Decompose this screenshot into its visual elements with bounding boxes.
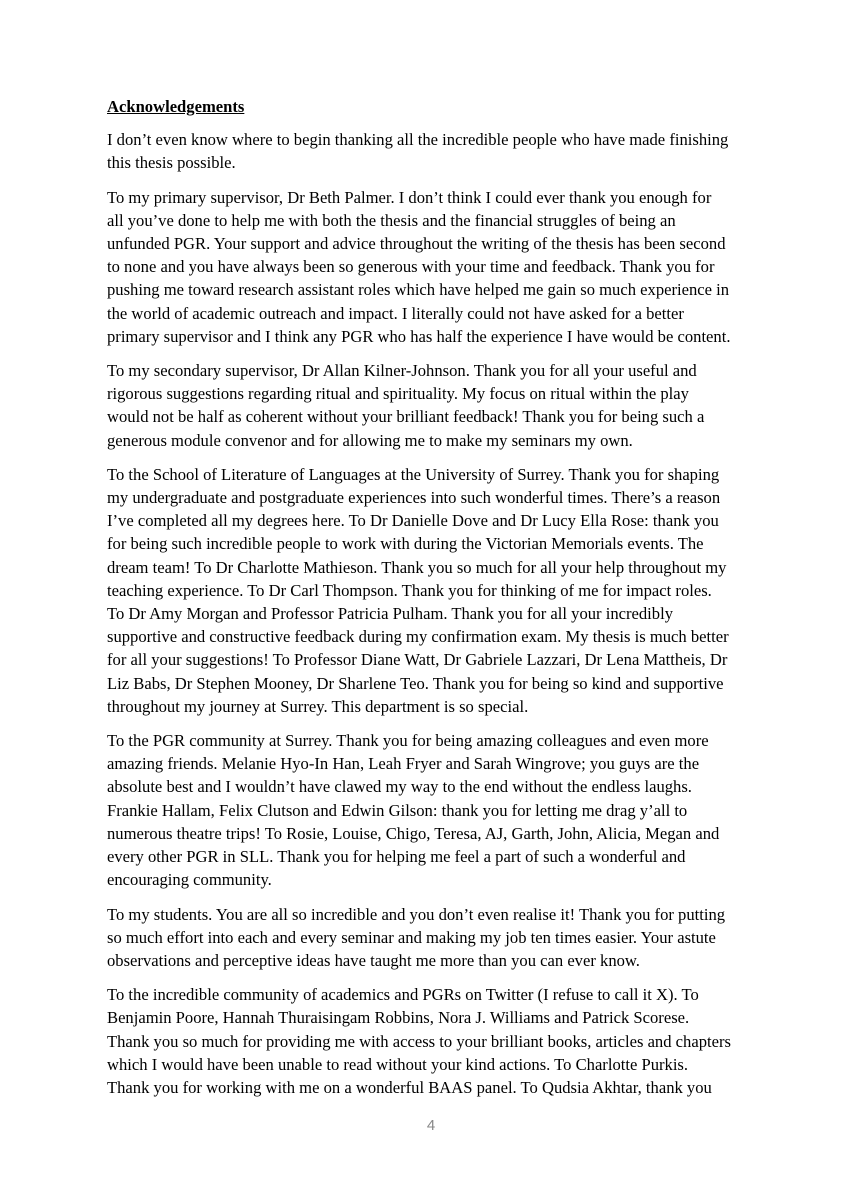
- paragraph-intro: [107, 128, 757, 174]
- text-line: To my students. You are all so incredible and you don’t even realise it! Thank you for putting: [107, 904, 726, 924]
- paragraph-students: [107, 903, 757, 973]
- paragraph-school: [107, 463, 757, 718]
- text-line: amazing friends. Melanie Hyo-In Han, Leah Fryer and Sarah Wingrove; you guys are the: [107, 754, 700, 774]
- text-line: dream team! To Dr Charlotte Mathieson. Thank you so much for all your help throughout my: [107, 557, 727, 577]
- paragraph-pgr-community: [107, 729, 757, 891]
- text-line: Thank you so much for providing me with access to your brilliant books, articles and chapters: [107, 1031, 731, 1051]
- text-line: numerous theatre trips! To Rosie, Louise, Chigo, Teresa, AJ, Garth, John, Alicia, Megan and: [107, 823, 720, 843]
- text-line: which I would have been unable to read without your kind actions. To Charlotte Purkis.: [107, 1054, 689, 1074]
- text-line: for being such incredible people to work with during the Victorian Memorials events. The: [107, 534, 704, 554]
- text-line: all you’ve done to help me with both the thesis and the financial struggles of being an: [107, 210, 676, 230]
- text-line: teaching experience. To Dr Carl Thompson. Thank you for thinking of me for impact roles.: [107, 580, 712, 600]
- text-line: Frankie Hallam, Felix Clutson and Edwin Gilson: thank you for letting me drag y’all to: [107, 800, 688, 820]
- page-number: 4: [426, 1117, 436, 1134]
- text-line: so much effort into each and every seminar and making my job ten times easier. Your astute: [107, 927, 716, 947]
- text-line: To my secondary supervisor, Dr Allan Kilner-Johnson. Thank you for all your useful and: [107, 361, 697, 381]
- text-line: throughout my journey at Surrey. This department is so special.: [107, 696, 529, 716]
- text-line: generous module convenor and for allowing me to make my seminars my own.: [107, 430, 633, 450]
- text-line: To my primary supervisor, Dr Beth Palmer. I don’t think I could ever thank you enough for: [107, 187, 712, 207]
- text-line: absolute best and I wouldn’t have clawed my way to the end without the endless laughs.: [107, 777, 692, 797]
- text-line: rigorous suggestions regarding ritual and spirituality. My focus on ritual within the play: [107, 384, 689, 404]
- text-line: Liz Babs, Dr Stephen Mooney, Dr Sharlene Teo. Thank you for being so kind and supportive: [107, 673, 724, 693]
- text-line: encouraging community.: [107, 870, 272, 890]
- text-line: Thank you for working with me on a wonderful BAAS panel. To Qudsia Akhtar, thank you: [107, 1077, 712, 1097]
- text-line: to none and you have always been so generous with your time and feedback. Thank you for: [107, 257, 715, 277]
- paragraph-primary-supervisor: [107, 186, 757, 348]
- text-line: Benjamin Poore, Hannah Thuraisingam Robbins, Nora J. Williams and Patrick Scorese.: [107, 1008, 690, 1028]
- text-line: primary supervisor and I think any PGR who has half the experience I have would be content.: [107, 326, 731, 346]
- text-line: To the incredible community of academics and PGRs on Twitter (I refuse to call it X). To: [107, 985, 699, 1005]
- text-line: I’ve completed all my degrees here. To Dr Danielle Dove and Dr Lucy Ella Rose: thank you: [107, 511, 719, 531]
- paragraph-secondary-supervisor: [107, 359, 757, 452]
- document-body: [107, 95, 757, 1110]
- text-line: for all your suggestions! To Professor Diane Watt, Dr Gabriele Lazzari, Dr Lena Mattheis, Dr: [107, 650, 728, 670]
- text-line: observations and perceptive ideas have taught me more than you can ever know.: [107, 950, 640, 970]
- text-line: my undergraduate and postgraduate experiences into such wonderful times. There’s a reason: [107, 488, 721, 508]
- text-line: this thesis possible.: [107, 153, 236, 173]
- text-line: To the PGR community at Surrey. Thank you for being amazing colleagues and even more: [107, 731, 709, 751]
- section-heading: Acknowledgements: [107, 97, 245, 116]
- text-line: To Dr Amy Morgan and Professor Patricia Pulham. Thank you for all your incredibly: [107, 604, 674, 624]
- text-line: every other PGR in SLL. Thank you for helping me feel a part of such a wonderful and: [107, 847, 686, 867]
- text-line: unfunded PGR. Your support and advice throughout the writing of the thesis has been second: [107, 234, 726, 254]
- paragraph-twitter-community: [107, 983, 757, 1099]
- text-line: would not be half as coherent without your brilliant feedback! Thank you for being such a: [107, 407, 705, 427]
- text-line: the world of academic outreach and impact. I literally could not have asked for a better: [107, 303, 684, 323]
- text-line: I don’t even know where to begin thanking all the incredible people who have made finishing: [107, 130, 729, 150]
- text-line: pushing me toward research assistant roles which have helped me gain so much experience in: [107, 280, 730, 300]
- text-line: To the School of Literature of Languages at the University of Surrey. Thank you for shaping: [107, 464, 720, 484]
- text-line: supportive and constructive feedback during my confirmation exam. My thesis is much better: [107, 627, 729, 647]
